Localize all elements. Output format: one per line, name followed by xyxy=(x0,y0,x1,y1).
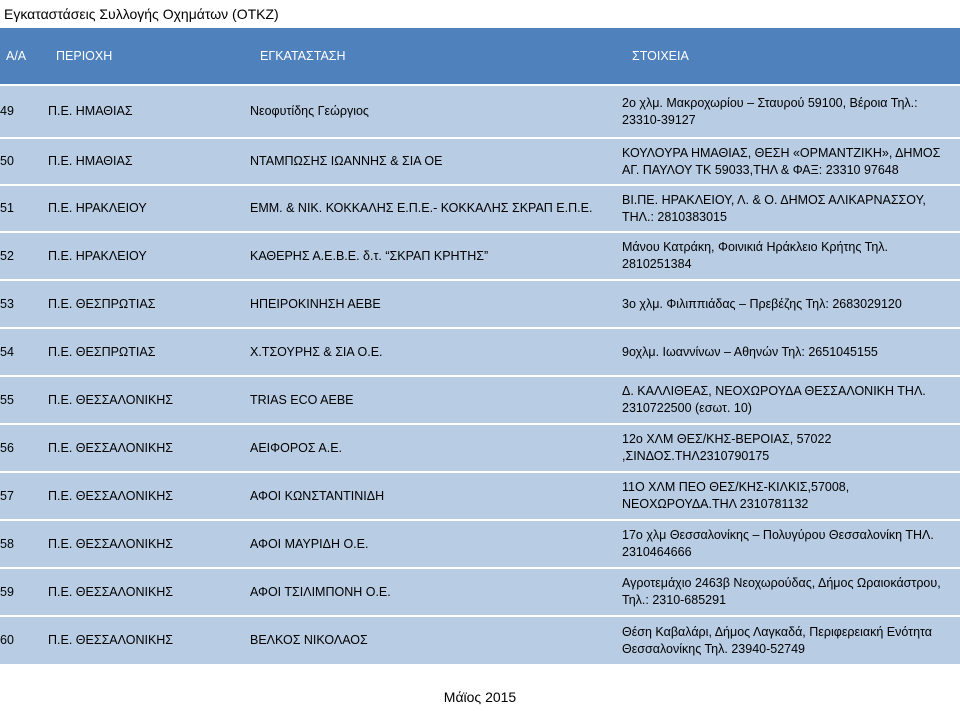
cell-aa: 59 xyxy=(0,584,14,599)
cell-area: Π.Ε. ΘΕΣΣΑΛΟΝΙΚΗΣ xyxy=(48,440,174,455)
cell-aa: 55 xyxy=(0,392,14,407)
cell-facility: ΒΕΛΚΟΣ ΝΙΚΟΛΑΟΣ xyxy=(250,633,368,647)
cell-info: 12ο ΧΛΜ ΘΕΣ/ΚΗΣ-ΒΕΡΟΙΑΣ, 57022 ,ΣΙΝΔΟΣ.ΤΗΛ2310790175 xyxy=(622,432,832,463)
cell-facility: ΑΦΟΙ ΤΣΙΛΙΜΠΟΝΗ Ο.Ε. xyxy=(250,584,391,599)
cell-facility: TRIAS ECO AEBE xyxy=(250,392,354,407)
cell-info: Θέση Καβαλάρι, Δήμος Λαγκαδά, Περιφερειακή Ενότητα Θεσσαλονίκης Τηλ. 23940-52749 xyxy=(622,624,933,656)
table-row xyxy=(0,520,960,568)
cell-facility: ΗΠΕΙΡΟΚΙΝΗΣΗ ΑΕΒΕ xyxy=(250,296,381,311)
cell-info: ΚΟΥΛΟΥΡΑ ΗΜΑΘΙΑΣ, ΘΕΣΗ «ΟΡΜΑΝΤΖΙΚΗ», ΔΗΜΟΣ ΑΓ. ΠΑΥΛΟΥ ΤΚ 59033,ΤΗΛ & ΦΑΞ: 23310 97648 xyxy=(622,145,941,177)
cell-aa: 58 xyxy=(0,536,14,551)
table-row xyxy=(0,232,960,280)
cell-info: 3ο χλμ. Φιλιππιάδας – Πρεβέζης Τηλ: 2683029120 xyxy=(622,296,902,311)
header-area: ΠΕΡΙΟΧΗ xyxy=(56,49,113,63)
cell-facility: Χ.ΤΣΟΥΡΗΣ & ΣΙΑ Ο.Ε. xyxy=(250,344,383,359)
cell-info: Μάνου Κατράκη, Φοινικιά Ηράκλειο Κρήτης Τηλ. 2810251384 xyxy=(622,240,889,271)
table-row xyxy=(0,85,960,138)
cell-info: Δ. ΚΑΛΛΙΘΕΑΣ, ΝΕΟΧΩΡΟΥΔΑ ΘΕΣΣΑΛΟΝΙΚΗ ΤΗΛ. 2310722500 (εσωτ. 10) xyxy=(622,384,926,415)
cell-area: Π.Ε. ΘΕΣΠΡΩΤΙΑΣ xyxy=(48,296,156,311)
table-row xyxy=(0,472,960,520)
table-row xyxy=(0,616,960,664)
cell-facility: ΕΜΜ. & ΝΙΚ. ΚΟΚΚΑΛΗΣ Ε.Π.Ε.- ΚΟΚΚΑΛΗΣ ΣΚΡΑΠ Ε.Π.Ε. xyxy=(250,201,593,215)
cell-area: Π.Ε. ΘΕΣΣΑΛΟΝΙΚΗΣ xyxy=(48,488,174,503)
header-info: ΣΤΟΙΧΕΙΑ xyxy=(632,49,689,63)
page-title: Εγκαταστάσεις Συλλογής Οχημάτων (ΟΤΚΖ) xyxy=(4,6,279,22)
table-row xyxy=(0,376,960,424)
cell-aa: 53 xyxy=(0,296,14,311)
cell-aa: 52 xyxy=(0,248,14,263)
cell-area: Π.Ε. ΘΕΣΣΑΛΟΝΙΚΗΣ xyxy=(48,633,174,647)
cell-aa: 54 xyxy=(0,344,14,359)
cell-area: Π.Ε. ΗΡΑΚΛΕΙΟΥ xyxy=(48,201,147,215)
cell-aa: 57 xyxy=(0,488,14,503)
cell-aa: 51 xyxy=(0,201,14,215)
cell-info: 11Ο ΧΛΜ ΠΕΟ ΘΕΣ/ΚΗΣ-ΚΙΛΚΙΣ,57008, ΝΕΟΧΩΡΟΥΔΑ.ΤΗΛ 2310781132 xyxy=(622,480,850,511)
cell-info: 17ο χλμ Θεσσαλονίκης – Πολυγύρου Θεσσαλονίκη ΤΗΛ. 2310464666 xyxy=(622,528,934,559)
table-row xyxy=(0,424,960,472)
cell-info: 9οχλμ. Ιωαννίνων – Αθηνών Τηλ: 2651045155 xyxy=(622,344,878,359)
header-facility: ΕΓΚΑΤΑΣΤΑΣΗ xyxy=(260,49,346,63)
cell-area: Π.Ε. ΗΜΑΘΙΑΣ xyxy=(48,104,133,118)
facilities-table xyxy=(0,28,960,664)
cell-info: 2ο χλμ. Μακροχωρίου – Σταυρού 59100, Βέροια Τηλ.: 23310-39127 xyxy=(622,95,918,127)
cell-facility: ΝΤΑΜΠΩΣΗΣ ΙΩΑΝΝΗΣ & ΣΙΑ ΟΕ xyxy=(250,154,443,168)
cell-aa: 56 xyxy=(0,440,14,455)
table-row xyxy=(0,280,960,328)
cell-facility: ΑΦΟΙ ΚΩΝΣΤΑΝΤΙΝΙΔΗ xyxy=(250,488,385,503)
table-row xyxy=(0,138,960,185)
cell-area: Π.Ε. ΘΕΣΠΡΩΤΙΑΣ xyxy=(48,344,156,359)
cell-area: Π.Ε. ΗΜΑΘΙΑΣ xyxy=(48,154,133,168)
cell-info: Αγροτεμάχιο 2463β Νεοχωρούδας, Δήμος Ωραιοκάστρου, Τηλ.: 2310-685291 xyxy=(622,576,941,607)
cell-aa: 50 xyxy=(0,154,14,168)
cell-area: Π.Ε. ΘΕΣΣΑΛΟΝΙΚΗΣ xyxy=(48,584,174,599)
cell-aa: 49 xyxy=(0,104,14,118)
cell-area: Π.Ε. ΘΕΣΣΑΛΟΝΙΚΗΣ xyxy=(48,392,174,407)
footer-date: Μάϊος 2015 xyxy=(443,689,517,705)
cell-area: Π.Ε. ΘΕΣΣΑΛΟΝΙΚΗΣ xyxy=(48,536,174,551)
cell-aa: 60 xyxy=(0,633,14,647)
cell-area: Π.Ε. ΗΡΑΚΛΕΙΟΥ xyxy=(48,248,147,263)
cell-facility: ΑΦΟΙ ΜΑΥΡΙΔΗ Ο.Ε. xyxy=(250,536,369,551)
table-row xyxy=(0,328,960,376)
cell-facility: Νεοφυτίδης Γεώργιος xyxy=(250,104,369,118)
cell-info: ΒΙ.ΠΕ. ΗΡΑΚΛΕΙΟΥ, Λ. & Ο. ΔΗΜΟΣ ΑΛΙΚΑΡΝΑΣΣΟΥ, ΤΗΛ.: 2810383015 xyxy=(622,192,926,224)
header-aa: Α/Α xyxy=(6,49,27,63)
cell-facility: ΚΑΘΕΡΗΣ Α.Ε.Β.Ε. δ.τ. “ΣΚΡΑΠ ΚΡΗΤΗΣ” xyxy=(250,248,489,263)
header-row xyxy=(0,28,960,85)
cell-facility: ΑΕΙΦΟΡΟΣ Α.Ε. xyxy=(250,440,343,455)
table-row xyxy=(0,568,960,616)
table-row xyxy=(0,185,960,232)
